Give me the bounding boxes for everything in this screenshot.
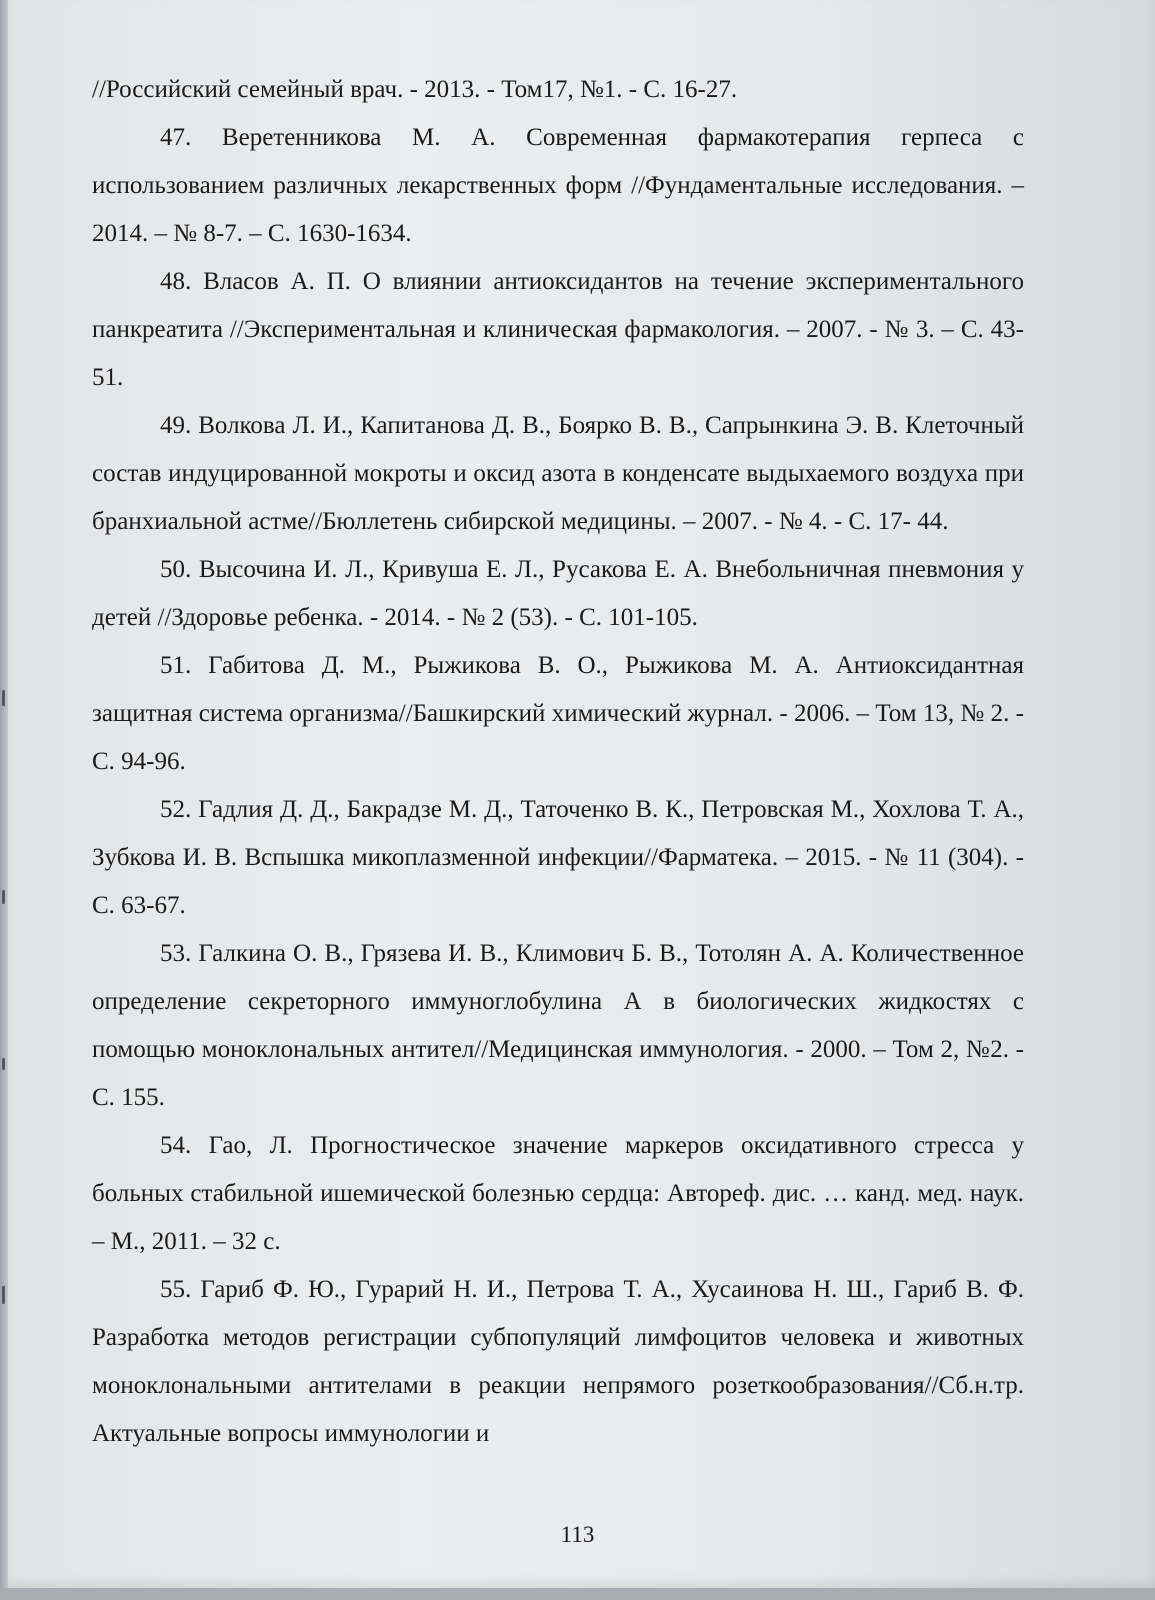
reference-text: Высочина И. Л., Кривуша Е. Л., Русакова Е. А. Внебольничная пневмония у детей //Здоровье ребенка. - 2014. - № 2 (53). - С. 101-105. xyxy=(92,556,1025,631)
reference-item xyxy=(92,1122,1024,1266)
continued-reference-line: //Российский семейный врач. - 2013. - Том17, №1. - С. 16-27. xyxy=(92,76,738,103)
reference-number: 55. xyxy=(160,1276,192,1303)
reference-text: Веретенникова М. А. Современная фармакотерапия герпеса с использованием различных лекарственных форм //Фундаментальные исследования. – 2014. – № 8-7. – С. 1630-1634. xyxy=(92,124,1024,247)
reference-number: 47. xyxy=(160,124,192,151)
reference-number: 49. xyxy=(160,412,192,439)
edge-mark xyxy=(2,1058,5,1070)
reference-number: 52. xyxy=(160,796,192,823)
reference-text: Гао, Л. Прогностическое значение маркеров оксидативного стресса у больных стабильной ишемической болезнью сердца: Автореф. дис. … канд. мед. наук. – М., 2011. – 32 с. xyxy=(92,1132,1025,1255)
reference-text: Гадлия Д. Д., Бакрадзе М. Д., Таточенко В. К., Петровская М., Хохлова Т. А., Зубкова И. В. Вспышка микоплазменной инфекции//Фарматека. – 2015. - № 11 (304). - С. 63-67. xyxy=(92,796,1024,919)
reference-text: Галкина О. В., Грязева И. В., Климович Б. В., Тотолян А. А. Количественное определение секреторного иммуноглобулина А в биологических жидкостях с помощью моноклональных антител//Медицинская иммунология. - 2000. – Том 2, №2. - С. 155. xyxy=(92,940,1025,1111)
reference-item xyxy=(92,642,1024,786)
page-number: 113 xyxy=(560,1522,595,1547)
reference-number: 53. xyxy=(160,940,192,967)
reference-number: 51. xyxy=(160,652,192,679)
page-bottom-edge xyxy=(0,1588,1155,1600)
reference-item xyxy=(92,1266,1024,1458)
reference-number: 48. xyxy=(160,268,192,295)
reference-text: Власов А. П. О влиянии антиоксидантов на течение экспериментального панкреатита //Экспериментальная и клиническая фармакология. – 2007. - № 3. – С. 43-51. xyxy=(92,268,1024,391)
edge-mark xyxy=(2,1286,5,1304)
reference-item xyxy=(92,786,1024,930)
reference-number: 54. xyxy=(160,1132,192,1159)
reference-text: Габитова Д. М., Рыжикова В. О., Рыжикова М. А. Антиоксидантная защитная система организма//Башкирский химический журнал. - 2006. – Том 13, № 2. - С. 94-96. xyxy=(92,652,1025,775)
reference-text: Волкова Л. И., Капитанова Д. В., Боярко В. В., Сапрынкина Э. В. Клеточный состав индуцированной мокроты и оксид азота в конденсате выдыхаемого воздуха при бранхиальной астме//Бюллетень сибирской медицины. – 2007. - № 4. - С. 17- 44. xyxy=(92,412,1024,535)
reference-item xyxy=(92,930,1024,1122)
reference-number: 50. xyxy=(160,556,192,583)
edge-mark xyxy=(2,690,5,706)
reference-item xyxy=(92,402,1024,546)
reference-item xyxy=(92,258,1024,402)
reference-text: Гариб Ф. Ю., Гурарий Н. И., Петрова Т. А., Хусаинова Н. Ш., Гариб В. Ф. Разработка методов регистрации субпопуляций лимфоцитов человека и животных моноклональными антителами в реакции непрямого розеткообразования//Сб.н.тр. Актуальные вопросы иммунологии и xyxy=(92,1276,1024,1447)
reference-item xyxy=(92,114,1024,258)
page-left-edge xyxy=(0,0,8,1600)
reference-list xyxy=(92,66,1024,1458)
reference-item xyxy=(92,546,1024,642)
edge-mark xyxy=(2,890,5,904)
